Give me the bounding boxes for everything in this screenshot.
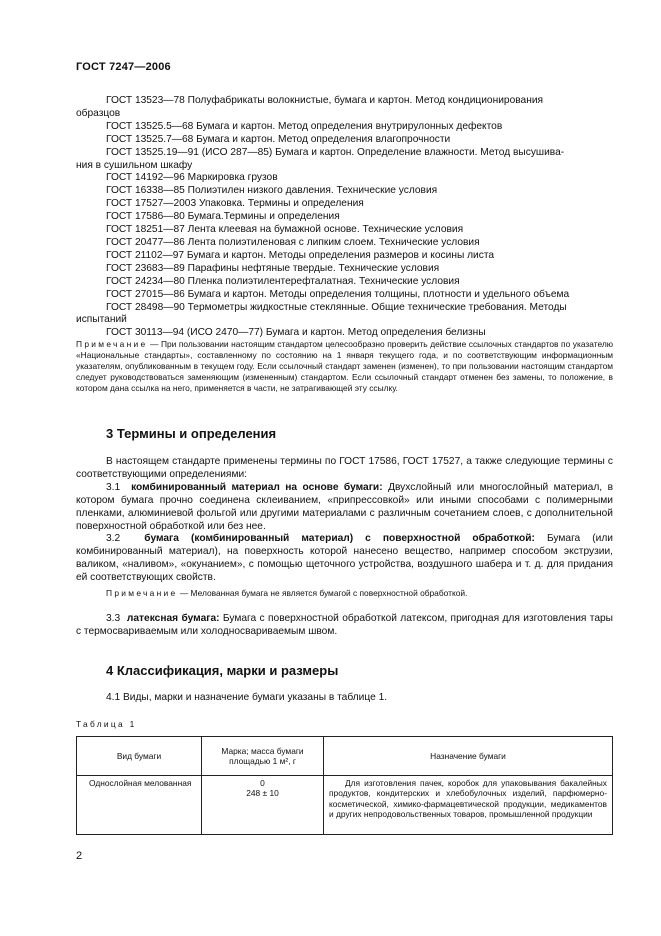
reference-code: ГОСТ 24234—80 [106, 275, 185, 287]
note-text: — При пользовании настоящим стандартом целесообразно проверить действие ссылочных стандартов по указателю «Национальные стандарты», составленному по состоянию на 1 января текущего года, и по соответствующим информационным указателям, опубликованным в текущем году. Если ссылочный стандарт заменен (изменен), то при пользовании настоящим стандартом следует руководствоваться заменяющим (измененным) стандартом. Если ссылочный стандарт отменен без замены, то положение, в котором дана ссылка на него, применяется в части, не затрагивающей эту ссылку. [76, 339, 613, 393]
section-3-body [76, 456, 613, 585]
note-text: — Мелованная бумага не является бумагой с поверхностной обработкой. [179, 588, 468, 598]
section-4-title: 4 Классификация, марки и размеры [106, 663, 339, 678]
reference-code: ГОСТ 14192—96 [106, 172, 185, 184]
reference-code: ГОСТ 20477—86 [106, 236, 185, 248]
reference-item [76, 289, 613, 302]
reference-title: Бумага и картон. Определение влажности. Метод высушива- [275, 146, 565, 158]
reference-title: Термометры жидкостные стеклянные. Общие технические требования. Методы [187, 301, 567, 313]
reference-title: Полуфабрикаты волокнистые, бумага и картон. Метод кондиционирования [187, 95, 544, 106]
reference-code: ГОСТ 16338—85 [106, 185, 185, 197]
reference-code: ГОСТ 13523—78 [106, 95, 185, 106]
normative-references-list [76, 95, 613, 340]
table-caption: Таблица 1 [76, 719, 137, 729]
table-header-cell: Вид бумаги [77, 737, 202, 776]
reference-code: ГОСТ 30113—94 (ИСО 2470—77) [106, 327, 264, 339]
reference-item [76, 237, 613, 250]
table-cell-type: Однослойная мелованная [77, 776, 202, 835]
reference-title: Упаковка. Термины и определения [198, 198, 364, 210]
reference-item [76, 198, 613, 211]
term-name: комбинированный материал на основе бумаги: [131, 481, 383, 493]
page-number: 2 [76, 850, 83, 862]
reference-item [76, 263, 613, 276]
note-coated-paper [76, 588, 613, 599]
reference-code: ГОСТ 13525.5—68 [106, 120, 194, 132]
term-name: латексная бумага: [126, 613, 220, 624]
reference-continuation: испытаний [76, 314, 127, 326]
term-definition: Бумага с поверхностной обработкой латексом, пригодная для изготовления тары с термосвариваемым или холодносвариваемым швом. [76, 613, 613, 637]
section-4-body [76, 692, 613, 705]
section-3 [76, 428, 613, 441]
table-row [77, 776, 613, 835]
section-3-intro: В настоящем стандарте применены термины по ГОСТ 17586, ГОСТ 17527, а также следующие термины с соответствующими определениями: [76, 456, 613, 480]
reference-code: ГОСТ 27015—86 [106, 288, 185, 300]
paragraph-4-1: 4.1 Виды, марки и назначение бумаги указаны в таблице 1. [106, 692, 388, 703]
reference-title: Бумага и картон. Метод определения внутрирулонных дефектов [196, 120, 503, 132]
term-number: 3.2 [106, 533, 121, 545]
table-header-cell: Назначение бумаги [324, 737, 613, 776]
table-1 [76, 736, 613, 835]
section-4 [76, 665, 613, 678]
reference-title: Лента полиэтиленовая с липким слоем. Технические условия [187, 236, 480, 248]
reference-item [76, 172, 613, 185]
reference-code: ГОСТ 13525.7—68 [106, 133, 194, 145]
term-name: бумага (комбинированный материал) с поверхностной обработкой: [144, 533, 535, 545]
section-3-title: 3 Термины и определения [106, 426, 277, 441]
reference-code: ГОСТ 17586—80 [106, 211, 185, 223]
header-mark-mass: Марка; масса бумаги площадью 1 м², г [221, 745, 304, 766]
reference-title: Бумага и картон. Метод определения влагопрочности [196, 133, 451, 145]
reference-code: ГОСТ 28498—90 [106, 301, 185, 313]
reference-item [76, 250, 613, 263]
reference-continuation: ния в сушильном шкафу [76, 159, 193, 171]
reference-item [76, 147, 613, 160]
term-3-2 [76, 533, 613, 585]
reference-title: Полиэтилен низкого давления. Технические условия [187, 185, 438, 197]
reference-code: ГОСТ 18251—87 [106, 224, 185, 236]
reference-title: Бумага.Термины и определения [187, 211, 340, 223]
reference-item [76, 134, 613, 147]
note-label: Примечание [106, 588, 178, 598]
reference-title: Пленка полиэтилентерефталатная. Технические условия [187, 275, 460, 287]
table-header-cell [202, 737, 324, 776]
table-cell-mark [202, 776, 324, 835]
reference-code: ГОСТ 21102—97 [106, 249, 185, 261]
term-definition: Бумага (или комбинированный материал), на поверхность которой нанесено вещество, например способом экструзии, валиком, «наливом», «окунанием», с помощью щеточного устройства, воздушного шабера и т. д. для придания ей соответствующих свойств. [76, 533, 613, 584]
reference-title: Бумага и картон. Метод определения белизны [265, 327, 486, 339]
reference-item [76, 211, 613, 224]
note-references [76, 339, 613, 394]
term-definition: Двухслойный или многослойный материал, в котором бумага прочно соединена склеиванием, «припрессовкой» или иными способами с полимерными пленками, алюминиевой фольгой или другими материалами с различным сочетанием слоев, с дополнительной поверхностной обработкой или без нее. [76, 481, 613, 532]
reference-item [76, 276, 613, 289]
reference-item [76, 302, 613, 315]
reference-code: ГОСТ 13525.19—91 (ИСО 287—85) [106, 146, 273, 158]
reference-code: ГОСТ 23683—89 [106, 262, 185, 274]
term-3-1 [76, 482, 613, 534]
reference-item [76, 224, 613, 237]
term-3-3-block [76, 613, 613, 639]
reference-title: Маркировка грузов [187, 172, 278, 184]
reference-item [76, 185, 613, 198]
reference-title: Лента клеевая на бумажной основе. Технические условия [187, 224, 464, 236]
term-3-3 [76, 613, 613, 639]
term-number: 3.3 [106, 613, 121, 624]
reference-continuation: образцов [76, 107, 121, 119]
mass-value: 248 ± 10 [246, 788, 279, 799]
reference-item [76, 95, 613, 108]
document-header: ГОСТ 7247—2006 [76, 61, 171, 73]
term-number: 3.1 [106, 481, 121, 493]
note-label: Примечание [76, 339, 148, 349]
table-cell-purpose: Для изготовления пачек, коробок для упаковывания бакалейных продуктов, кондитерских и хлебобулочных изделий, парфюмерно-косметической, химико-фармацевтической продукции, медикаментов и других непродовольственных товаров, промышленной продукции [324, 776, 613, 835]
reference-item [76, 121, 613, 134]
mark-value: 0 [260, 778, 265, 788]
table-header-row [77, 737, 613, 776]
reference-title: Парафины нефтяные твердые. Технические условия [187, 262, 440, 274]
reference-title: Бумага и картон. Методы определения размеров и косины листа [186, 249, 495, 261]
reference-code: ГОСТ 17527—2003 [106, 198, 197, 210]
reference-title: Бумага и картон. Методы определения толщины, плотности и удельного объема [187, 288, 570, 300]
